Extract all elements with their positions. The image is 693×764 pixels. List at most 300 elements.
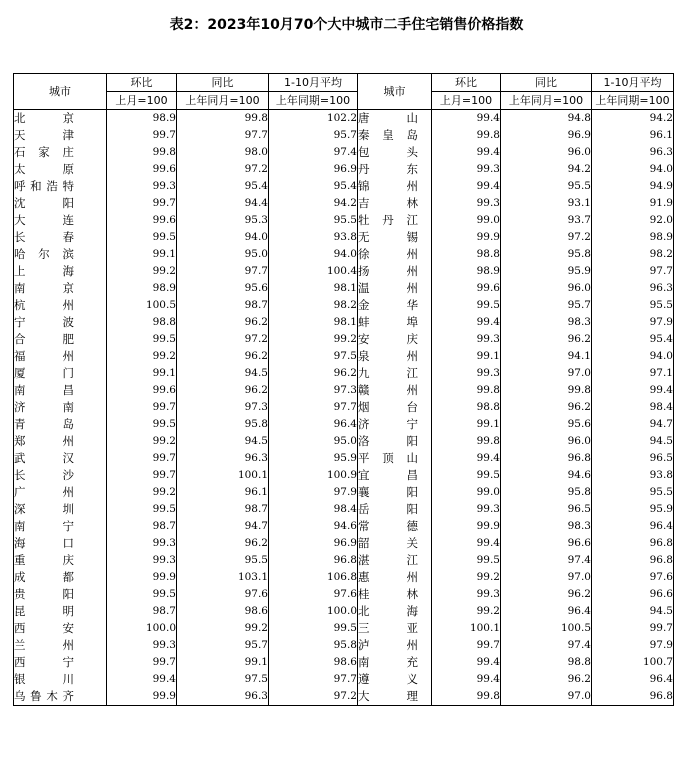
- yoy-cell: 96.1: [177, 484, 269, 501]
- mom-cell: 98.9: [107, 280, 177, 297]
- city-cell: [14, 637, 107, 654]
- yoy-cell: 96.2: [177, 382, 269, 399]
- city-cell: [14, 688, 107, 706]
- yoy-cell: 94.8: [501, 110, 592, 128]
- avg-cell: 98.2: [269, 297, 358, 314]
- avg-cell: 96.8: [592, 552, 674, 569]
- mom-cell: 99.2: [432, 569, 501, 586]
- table-row: [14, 144, 674, 161]
- table-header: [14, 74, 674, 110]
- city-name: 乌鲁木齐: [14, 689, 74, 703]
- mom-header-left: 环比: [107, 74, 177, 92]
- table-row: [14, 297, 674, 314]
- yoy-cell: 95.5: [177, 552, 269, 569]
- mom-cell: 99.5: [107, 229, 177, 246]
- city-cell: [358, 671, 432, 688]
- avg-cell: 100.4: [269, 263, 358, 280]
- city-cell: [358, 399, 432, 416]
- mom-cell: 99.1: [432, 348, 501, 365]
- city-cell: [358, 552, 432, 569]
- avg-cell: 96.4: [592, 671, 674, 688]
- yoy-cell: 96.2: [501, 586, 592, 603]
- avg-cell: 95.5: [592, 297, 674, 314]
- city-cell: [14, 212, 107, 229]
- city-name: 吉林: [358, 196, 418, 210]
- yoy-cell: 96.3: [177, 688, 269, 706]
- table-row: [14, 603, 674, 620]
- mom-cell: 99.5: [107, 586, 177, 603]
- avg-cell: 94.0: [269, 246, 358, 263]
- city-name: 合肥: [14, 332, 74, 346]
- yoy-cell: 99.2: [177, 620, 269, 637]
- avg-cell: 99.2: [269, 331, 358, 348]
- city-header-right: 城市: [358, 74, 432, 110]
- yoy-cell: 96.6: [501, 535, 592, 552]
- city-name: 昆明: [14, 604, 74, 618]
- mom-cell: 98.8: [432, 246, 501, 263]
- city-name: 大连: [14, 213, 74, 227]
- mom-cell: 99.2: [107, 263, 177, 280]
- city-cell: [14, 433, 107, 450]
- yoy-cell: 97.4: [501, 637, 592, 654]
- mom-cell: 99.5: [107, 501, 177, 518]
- avg-cell: 99.5: [269, 620, 358, 637]
- city-cell: [358, 212, 432, 229]
- avg-cell: 97.6: [592, 569, 674, 586]
- city-name: 长沙: [14, 468, 74, 482]
- city-name: 厦门: [14, 366, 74, 380]
- mom-cell: 99.7: [107, 399, 177, 416]
- mom-base-right: 上月=100: [432, 92, 501, 110]
- city-cell: [14, 450, 107, 467]
- yoy-cell: 98.8: [501, 654, 592, 671]
- city-name: 秦皇岛: [358, 128, 418, 142]
- table-row: [14, 620, 674, 637]
- city-cell: [14, 671, 107, 688]
- yoy-cell: 95.7: [177, 637, 269, 654]
- city-cell: [14, 348, 107, 365]
- avg-cell: 94.5: [592, 433, 674, 450]
- table-row: [14, 535, 674, 552]
- avg-cell: 97.5: [269, 348, 358, 365]
- city-cell: [14, 365, 107, 382]
- city-cell: [358, 688, 432, 706]
- city-cell: [358, 467, 432, 484]
- avg-cell: 100.9: [269, 467, 358, 484]
- yoy-cell: 94.1: [501, 348, 592, 365]
- avg-cell: 96.4: [269, 416, 358, 433]
- yoy-cell: 97.7: [177, 127, 269, 144]
- city-name: 郑州: [14, 434, 74, 448]
- city-name: 无锡: [358, 230, 418, 244]
- table-title: 表2：2023年10月70个大中城市二手住宅销售价格指数: [169, 17, 524, 33]
- yoy-header-left: 同比: [177, 74, 269, 92]
- city-cell: [14, 110, 107, 128]
- city-cell: [358, 654, 432, 671]
- city-cell: [14, 263, 107, 280]
- city-name: 海口: [14, 536, 74, 550]
- city-name: 洛阳: [358, 434, 418, 448]
- yoy-cell: 97.0: [501, 688, 592, 706]
- yoy-cell: 95.7: [501, 297, 592, 314]
- city-cell: [358, 161, 432, 178]
- mom-cell: 98.9: [432, 263, 501, 280]
- city-header-left: 城市: [14, 74, 107, 110]
- mom-cell: 100.5: [107, 297, 177, 314]
- avg-cell: 93.8: [592, 467, 674, 484]
- city-name: 大理: [358, 689, 418, 703]
- city-cell: [14, 620, 107, 637]
- avg-header-left: 1-10月平均: [269, 74, 358, 92]
- table-row: [14, 654, 674, 671]
- table-row: [14, 637, 674, 654]
- mom-cell: 99.2: [107, 484, 177, 501]
- city-cell: [358, 569, 432, 586]
- mom-cell: 100.0: [107, 620, 177, 637]
- yoy-cell: 99.8: [501, 382, 592, 399]
- city-cell: [358, 365, 432, 382]
- avg-cell: 99.7: [592, 620, 674, 637]
- mom-cell: 98.9: [107, 110, 177, 128]
- mom-cell: 99.4: [432, 178, 501, 195]
- city-name: 泸州: [358, 638, 418, 652]
- city-cell: [358, 382, 432, 399]
- city-cell: [358, 331, 432, 348]
- avg-cell: 95.0: [269, 433, 358, 450]
- avg-cell: 95.5: [592, 484, 674, 501]
- avg-cell: 96.3: [592, 280, 674, 297]
- city-name: 襄阳: [358, 485, 418, 499]
- mom-cell: 99.4: [107, 671, 177, 688]
- city-name: 福州: [14, 349, 74, 363]
- mom-cell: 99.7: [432, 637, 501, 654]
- city-cell: [358, 637, 432, 654]
- yoy-cell: 97.3: [177, 399, 269, 416]
- mom-cell: 99.8: [432, 433, 501, 450]
- price-index-table: [13, 73, 674, 706]
- city-name: 上海: [14, 264, 74, 278]
- city-cell: [14, 654, 107, 671]
- city-cell: [358, 280, 432, 297]
- table-row: [14, 450, 674, 467]
- city-name: 深圳: [14, 502, 74, 516]
- city-name: 沈阳: [14, 196, 74, 210]
- mom-cell: 99.4: [432, 535, 501, 552]
- city-name: 惠州: [358, 570, 418, 584]
- table-row: [14, 518, 674, 535]
- city-name: 常德: [358, 519, 418, 533]
- city-cell: [358, 144, 432, 161]
- city-cell: [14, 161, 107, 178]
- city-cell: [14, 178, 107, 195]
- yoy-cell: 97.2: [177, 161, 269, 178]
- city-name: 宁波: [14, 315, 74, 329]
- mom-cell: 99.8: [107, 144, 177, 161]
- mom-cell: 99.0: [432, 212, 501, 229]
- avg-cell: 94.0: [592, 348, 674, 365]
- mom-base-left: 上月=100: [107, 92, 177, 110]
- mom-cell: 99.7: [107, 127, 177, 144]
- mom-cell: 98.7: [107, 518, 177, 535]
- city-name: 天津: [14, 128, 74, 142]
- city-name: 唐山: [358, 111, 418, 125]
- yoy-cell: 96.5: [501, 501, 592, 518]
- city-cell: [358, 603, 432, 620]
- mom-cell: 99.0: [432, 484, 501, 501]
- city-cell: [14, 586, 107, 603]
- avg-cell: 93.8: [269, 229, 358, 246]
- city-cell: [14, 484, 107, 501]
- table-row: [14, 501, 674, 518]
- mom-cell: 99.4: [432, 144, 501, 161]
- city-name: 九江: [358, 366, 418, 380]
- yoy-cell: 95.6: [177, 280, 269, 297]
- city-name: 赣州: [358, 383, 418, 397]
- avg-cell: 94.2: [269, 195, 358, 212]
- yoy-cell: 96.0: [501, 280, 592, 297]
- mom-cell: 99.9: [432, 518, 501, 535]
- city-name: 牡丹江: [358, 213, 418, 227]
- table-row: [14, 263, 674, 280]
- city-cell: [358, 586, 432, 603]
- yoy-cell: 96.2: [177, 535, 269, 552]
- city-cell: [358, 263, 432, 280]
- mom-cell: 98.8: [107, 314, 177, 331]
- mom-cell: 99.2: [107, 348, 177, 365]
- yoy-cell: 98.7: [177, 297, 269, 314]
- yoy-cell: 100.1: [177, 467, 269, 484]
- table-row: [14, 195, 674, 212]
- avg-cell: 97.9: [269, 484, 358, 501]
- avg-cell: 92.0: [592, 212, 674, 229]
- mom-cell: 99.9: [432, 229, 501, 246]
- avg-cell: 96.5: [592, 450, 674, 467]
- yoy-cell: 100.5: [501, 620, 592, 637]
- mom-cell: 99.6: [107, 161, 177, 178]
- yoy-cell: 96.2: [501, 671, 592, 688]
- city-cell: [358, 501, 432, 518]
- mom-cell: 99.9: [107, 688, 177, 706]
- table-row: [14, 688, 674, 706]
- city-name: 重庆: [14, 553, 74, 567]
- city-name: 济宁: [358, 417, 418, 431]
- yoy-cell: 96.2: [501, 331, 592, 348]
- yoy-cell: 96.4: [501, 603, 592, 620]
- yoy-cell: 103.1: [177, 569, 269, 586]
- table-row: [14, 399, 674, 416]
- avg-cell: 95.9: [269, 450, 358, 467]
- city-cell: [358, 178, 432, 195]
- avg-cell: 94.7: [592, 416, 674, 433]
- table-row: [14, 127, 674, 144]
- city-cell: [14, 331, 107, 348]
- city-cell: [14, 399, 107, 416]
- avg-cell: 100.0: [269, 603, 358, 620]
- table-row: [14, 467, 674, 484]
- avg-cell: 96.8: [269, 552, 358, 569]
- city-name: 杭州: [14, 298, 74, 312]
- city-name: 宜昌: [358, 468, 418, 482]
- avg-cell: 106.8: [269, 569, 358, 586]
- yoy-cell: 95.8: [501, 246, 592, 263]
- avg-cell: 96.9: [269, 535, 358, 552]
- city-name: 丹东: [358, 162, 418, 176]
- yoy-cell: 98.0: [177, 144, 269, 161]
- yoy-base-right: 上年同月=100: [501, 92, 592, 110]
- mom-cell: 99.8: [432, 688, 501, 706]
- city-name: 烟台: [358, 400, 418, 414]
- avg-cell: 98.9: [592, 229, 674, 246]
- mom-cell: 99.9: [107, 569, 177, 586]
- table-row: [14, 212, 674, 229]
- avg-cell: 97.2: [269, 688, 358, 706]
- avg-cell: 94.5: [592, 603, 674, 620]
- yoy-cell: 95.6: [501, 416, 592, 433]
- city-name: 哈尔滨: [14, 247, 74, 261]
- mom-cell: 99.4: [432, 671, 501, 688]
- avg-cell: 96.4: [592, 518, 674, 535]
- mom-cell: 99.3: [432, 331, 501, 348]
- mom-cell: 99.3: [432, 501, 501, 518]
- yoy-cell: 96.3: [177, 450, 269, 467]
- city-cell: [358, 297, 432, 314]
- yoy-cell: 93.1: [501, 195, 592, 212]
- city-name: 呼和浩特: [14, 179, 74, 193]
- mom-cell: 99.2: [432, 603, 501, 620]
- avg-cell: 97.9: [592, 314, 674, 331]
- yoy-cell: 94.5: [177, 433, 269, 450]
- city-cell: [14, 603, 107, 620]
- city-name: 成都: [14, 570, 74, 584]
- avg-cell: 98.6: [269, 654, 358, 671]
- city-name: 兰州: [14, 638, 74, 652]
- avg-header-right: 1-10月平均: [592, 74, 674, 92]
- table-row: [14, 671, 674, 688]
- yoy-cell: 97.2: [501, 229, 592, 246]
- yoy-cell: 95.4: [177, 178, 269, 195]
- mom-cell: 99.3: [107, 535, 177, 552]
- yoy-cell: 94.4: [177, 195, 269, 212]
- avg-cell: 94.0: [592, 161, 674, 178]
- city-name: 西宁: [14, 655, 74, 669]
- city-name: 广州: [14, 485, 74, 499]
- avg-cell: 98.1: [269, 280, 358, 297]
- city-cell: [14, 467, 107, 484]
- city-cell: [14, 552, 107, 569]
- city-name: 平顶山: [358, 451, 418, 465]
- city-cell: [14, 382, 107, 399]
- city-name: 北海: [358, 604, 418, 618]
- avg-cell: 97.7: [592, 263, 674, 280]
- city-name: 包头: [358, 145, 418, 159]
- mom-cell: 99.3: [107, 637, 177, 654]
- avg-cell: 97.4: [269, 144, 358, 161]
- yoy-cell: 96.8: [501, 450, 592, 467]
- table-row: [14, 484, 674, 501]
- city-cell: [14, 229, 107, 246]
- city-cell: [14, 314, 107, 331]
- mom-cell: 99.3: [107, 552, 177, 569]
- city-cell: [358, 484, 432, 501]
- city-name: 金华: [358, 298, 418, 312]
- city-name: 银川: [14, 672, 74, 686]
- mom-cell: 99.5: [107, 331, 177, 348]
- mom-cell: 99.3: [432, 161, 501, 178]
- mom-cell: 99.8: [432, 382, 501, 399]
- mom-cell: 99.4: [432, 654, 501, 671]
- mom-cell: 99.1: [107, 365, 177, 382]
- avg-cell: 97.1: [592, 365, 674, 382]
- mom-cell: 99.3: [432, 586, 501, 603]
- table-body: [14, 110, 674, 706]
- yoy-cell: 95.0: [177, 246, 269, 263]
- mom-cell: 99.1: [107, 246, 177, 263]
- city-cell: [14, 195, 107, 212]
- table-row: [14, 229, 674, 246]
- city-name: 南京: [14, 281, 74, 295]
- table-row: [14, 416, 674, 433]
- city-cell: [358, 348, 432, 365]
- city-name: 太原: [14, 162, 74, 176]
- city-name: 济南: [14, 400, 74, 414]
- avg-cell: 95.5: [269, 212, 358, 229]
- city-cell: [358, 535, 432, 552]
- table-row: [14, 246, 674, 263]
- table-row: [14, 552, 674, 569]
- avg-cell: 99.4: [592, 382, 674, 399]
- table-row: [14, 314, 674, 331]
- avg-cell: 96.3: [592, 144, 674, 161]
- yoy-cell: 96.2: [501, 399, 592, 416]
- yoy-cell: 97.7: [177, 263, 269, 280]
- yoy-cell: 97.0: [501, 569, 592, 586]
- avg-cell: 100.7: [592, 654, 674, 671]
- avg-cell: 96.2: [269, 365, 358, 382]
- table-row: [14, 382, 674, 399]
- city-cell: [14, 246, 107, 263]
- yoy-cell: 97.0: [501, 365, 592, 382]
- yoy-cell: 96.0: [501, 144, 592, 161]
- mom-cell: 99.3: [107, 178, 177, 195]
- city-cell: [14, 127, 107, 144]
- city-name: 石家庄: [14, 145, 74, 159]
- yoy-cell: 97.6: [177, 586, 269, 603]
- mom-cell: 99.1: [432, 416, 501, 433]
- table-row: [14, 569, 674, 586]
- city-name: 扬州: [358, 264, 418, 278]
- city-cell: [358, 229, 432, 246]
- avg-cell: 91.9: [592, 195, 674, 212]
- yoy-cell: 96.2: [177, 348, 269, 365]
- mom-cell: 99.6: [107, 212, 177, 229]
- avg-cell: 98.4: [269, 501, 358, 518]
- mom-cell: 100.1: [432, 620, 501, 637]
- avg-cell: 96.8: [592, 535, 674, 552]
- yoy-cell: 99.1: [177, 654, 269, 671]
- avg-cell: 97.6: [269, 586, 358, 603]
- yoy-cell: 98.6: [177, 603, 269, 620]
- avg-cell: 96.6: [592, 586, 674, 603]
- yoy-cell: 96.9: [501, 127, 592, 144]
- city-cell: [358, 518, 432, 535]
- table-row: [14, 433, 674, 450]
- mom-cell: 99.4: [432, 110, 501, 128]
- avg-cell: 95.4: [592, 331, 674, 348]
- yoy-cell: 94.5: [177, 365, 269, 382]
- mom-cell: 99.5: [432, 297, 501, 314]
- city-name: 岳阳: [358, 502, 418, 516]
- yoy-cell: 99.8: [177, 110, 269, 128]
